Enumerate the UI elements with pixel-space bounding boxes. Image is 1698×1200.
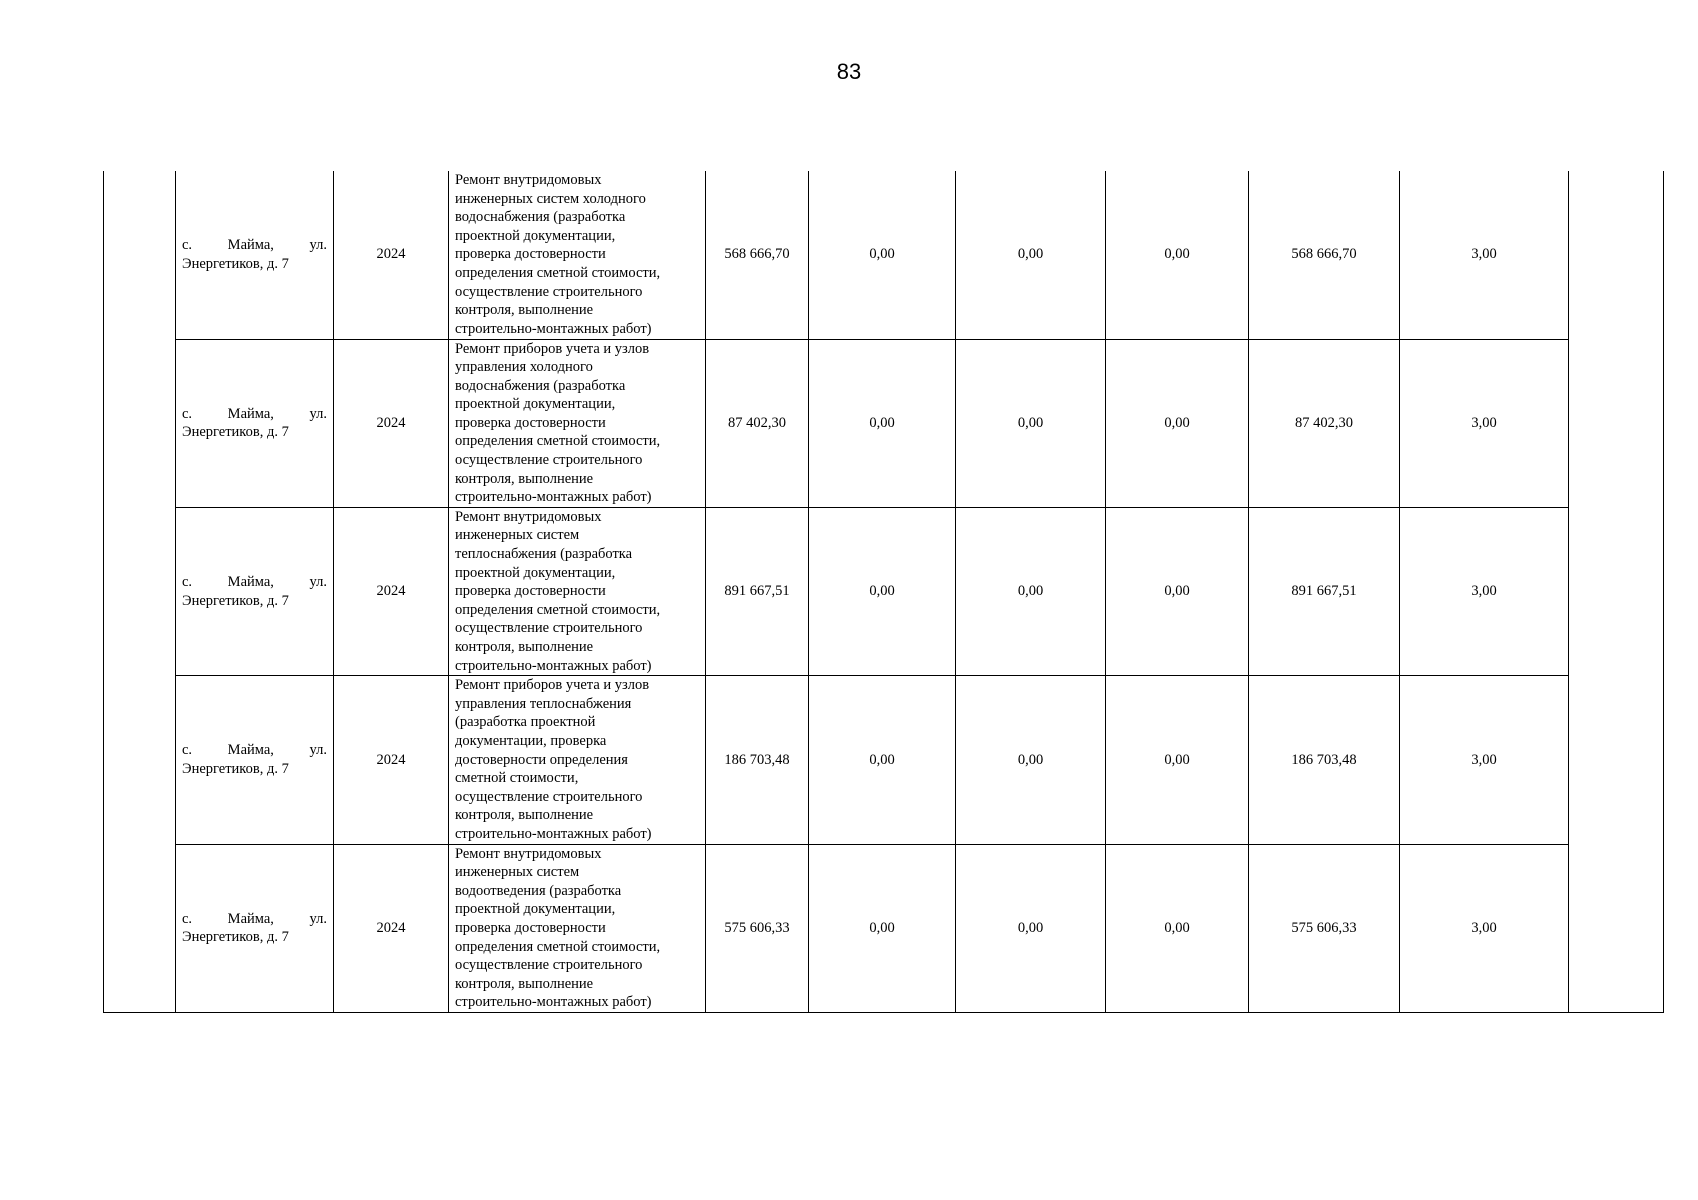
value-cell: 0,00 — [956, 844, 1106, 1012]
work-description-cell: Ремонт приборов учета и узлов управления теплоснабжения (разработка проектной документации, проверка достоверности определения сметной стоимости, осуществление строительного контроля, выполнение строительно-монтажных работ) — [449, 676, 706, 844]
value-cell: 3,00 — [1400, 676, 1569, 844]
value-cell: 891 667,51 — [1249, 507, 1400, 675]
total-cost-cell: 568 666,70 — [706, 171, 809, 339]
year-cell: 2024 — [334, 507, 449, 675]
value-cell: 0,00 — [809, 676, 956, 844]
year-cell: 2024 — [334, 339, 449, 507]
value-cell: 0,00 — [956, 676, 1106, 844]
address-cell: с. Майма, ул. Энергетиков, д. 7 — [176, 171, 334, 339]
value-cell: 0,00 — [956, 507, 1106, 675]
value-cell: 575 606,33 — [1249, 844, 1400, 1012]
address-cell: с. Майма, ул. Энергетиков, д. 7 — [176, 676, 334, 844]
address-cell: с. Майма, ул. Энергетиков, д. 7 — [176, 844, 334, 1012]
table-row — [104, 844, 1664, 1012]
year-cell: 2024 — [334, 844, 449, 1012]
page-number: 83 — [836, 59, 862, 84]
total-cost-cell: 87 402,30 — [706, 339, 809, 507]
value-cell: 0,00 — [956, 339, 1106, 507]
total-cost-cell: 891 667,51 — [706, 507, 809, 675]
value-cell: 3,00 — [1400, 844, 1569, 1012]
value-cell: 0,00 — [1106, 339, 1249, 507]
value-cell: 0,00 — [1106, 844, 1249, 1012]
year-cell: 2024 — [334, 676, 449, 844]
value-cell: 87 402,30 — [1249, 339, 1400, 507]
value-cell: 3,00 — [1400, 171, 1569, 339]
value-cell: 568 666,70 — [1249, 171, 1400, 339]
total-cost-cell: 575 606,33 — [706, 844, 809, 1012]
work-description-cell: Ремонт приборов учета и узлов управления холодного водоснабжения (разработка проектной документации, проверка достоверности определения сметной стоимости, осуществление строительного контроля, выполнение строительно-монтажных работ) — [449, 339, 706, 507]
year-cell: 2024 — [334, 171, 449, 339]
value-cell: 0,00 — [1106, 171, 1249, 339]
value-cell: 0,00 — [809, 844, 956, 1012]
address-cell: с. Майма, ул. Энергетиков, д. 7 — [176, 507, 334, 675]
value-cell: 0,00 — [809, 339, 956, 507]
value-cell: 186 703,48 — [1249, 676, 1400, 844]
table-row — [104, 507, 1664, 675]
row-number-cell — [104, 171, 176, 1012]
table-row — [104, 676, 1664, 844]
value-cell: 3,00 — [1400, 339, 1569, 507]
total-cost-cell: 186 703,48 — [706, 676, 809, 844]
value-cell: 0,00 — [956, 171, 1106, 339]
empty-cell — [1569, 171, 1664, 1012]
table-row — [104, 171, 1664, 339]
value-cell: 0,00 — [1106, 507, 1249, 675]
work-description-cell: Ремонт внутридомовых инженерных систем водоотведения (разработка проектной документации, проверка достоверности определения сметной стоимости, осуществление строительного контроля, выполнение строительно-монтажных работ) — [449, 844, 706, 1012]
work-description-cell: Ремонт внутридомовых инженерных систем теплоснабжения (разработка проектной документации, проверка достоверности определения сметной стоимости, осуществление строительного контроля, выполнение строительно-монтажных работ) — [449, 507, 706, 675]
repair-works-table — [103, 171, 1664, 1013]
work-description-cell: Ремонт внутридомовых инженерных систем холодного водоснабжения (разработка проектной документации, проверка достоверности определения сметной стоимости, осуществление строительного контроля, выполнение строительно-монтажных работ) — [449, 171, 706, 339]
table-row — [104, 339, 1664, 507]
value-cell: 0,00 — [809, 171, 956, 339]
address-cell: с. Майма, ул. Энергетиков, д. 7 — [176, 339, 334, 507]
value-cell: 3,00 — [1400, 507, 1569, 675]
value-cell: 0,00 — [809, 507, 956, 675]
value-cell: 0,00 — [1106, 676, 1249, 844]
